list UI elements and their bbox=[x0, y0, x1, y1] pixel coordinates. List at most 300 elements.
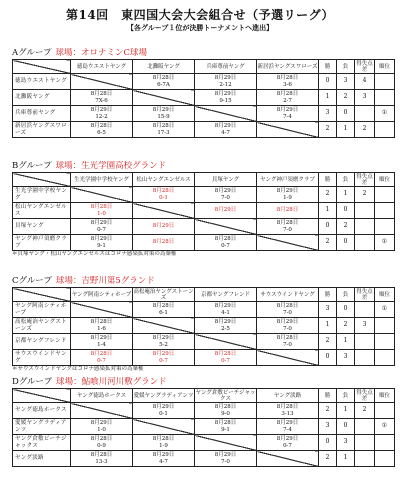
match-cell bbox=[71, 451, 133, 467]
match-date: 8月28日 bbox=[90, 436, 113, 442]
match-score: 12-2 bbox=[95, 113, 108, 120]
match-score: 7-0 bbox=[283, 325, 292, 332]
self-match-cell bbox=[71, 74, 133, 90]
wins-cell: 1 bbox=[319, 318, 337, 334]
table-row bbox=[13, 106, 395, 122]
match-score: 4-7 bbox=[159, 458, 168, 465]
match-score: 9-0 bbox=[221, 410, 230, 417]
group-b bbox=[12, 161, 394, 258]
rank-cell bbox=[375, 435, 395, 451]
match-cell bbox=[133, 451, 195, 467]
match-score: 2-7 bbox=[283, 97, 292, 104]
self-match-cell bbox=[257, 235, 319, 251]
wins-cell: 1 bbox=[319, 203, 337, 219]
match-cell bbox=[71, 235, 133, 251]
wins-cell: 2 bbox=[319, 235, 337, 251]
rank-cell bbox=[375, 122, 395, 138]
column-header: サウスウインドヤング bbox=[257, 288, 319, 302]
group-label: Bグループ bbox=[12, 161, 52, 171]
wins-cell: 0 bbox=[319, 74, 337, 90]
match-date: 8月28日 bbox=[276, 91, 299, 97]
rank-cell: ① bbox=[375, 106, 395, 122]
losses-cell: 2 bbox=[337, 318, 355, 334]
corner-cell bbox=[13, 288, 71, 302]
table-row bbox=[13, 435, 395, 451]
team-name: 北灘阪ヤング bbox=[13, 90, 71, 106]
match-date: 8月28日 bbox=[152, 303, 175, 309]
match-cell bbox=[257, 90, 319, 106]
goal-diff-cell: 2 bbox=[355, 122, 375, 138]
match-cell bbox=[133, 122, 195, 138]
match-score: 2-12 bbox=[219, 81, 232, 88]
team-name: サウスウインドヤング bbox=[13, 350, 71, 366]
losses-cell: 0 bbox=[337, 419, 355, 435]
stat-header: 負 bbox=[337, 389, 355, 403]
match-cell bbox=[71, 435, 133, 451]
group-a bbox=[12, 48, 394, 138]
stat-header: 順位 bbox=[375, 173, 395, 187]
corner-cell bbox=[13, 173, 71, 187]
group-label: Dグループ bbox=[12, 377, 53, 387]
match-date: 8月28日 bbox=[90, 452, 113, 458]
match-score: 7-0 bbox=[221, 194, 230, 201]
column-header: ヤング徳島ホークス bbox=[71, 389, 133, 403]
stat-header: 順位 bbox=[375, 389, 395, 403]
match-date: 8月28日 bbox=[214, 404, 237, 410]
match-score: 15-9 bbox=[157, 113, 170, 120]
column-header: 生光学園中学校ヤング bbox=[71, 173, 133, 187]
column-header: 貝塚ヤング bbox=[195, 173, 257, 187]
wins-cell: 3 bbox=[319, 419, 337, 435]
match-cell bbox=[257, 106, 319, 122]
match-cell bbox=[133, 403, 195, 419]
match-date: 8月29日 bbox=[276, 436, 299, 442]
match-score: 2-5 bbox=[221, 325, 230, 332]
team-name: 徳島ウエストヤング bbox=[13, 74, 71, 90]
match-score: 4-1 bbox=[221, 309, 230, 316]
match-cell bbox=[71, 122, 133, 138]
match-score: 1-4 bbox=[97, 341, 106, 348]
group-venue: 球場：吉野川第5グランド bbox=[55, 276, 155, 286]
self-match-cell bbox=[195, 334, 257, 350]
match-score: 9-1 bbox=[221, 426, 230, 433]
rank-cell bbox=[375, 318, 395, 334]
self-match-cell bbox=[195, 106, 257, 122]
column-header: ヤング淡路 bbox=[257, 389, 319, 403]
match-date: 8月28日 bbox=[90, 319, 113, 325]
match-score: 0-7 bbox=[97, 357, 106, 364]
self-match-cell bbox=[195, 435, 257, 451]
match-date: 8月29日 bbox=[90, 107, 113, 113]
team-name: ヤング淡路 bbox=[13, 451, 71, 467]
goal-diff-cell bbox=[355, 435, 375, 451]
match-cell bbox=[71, 219, 133, 235]
stat-header: 負 bbox=[337, 60, 355, 74]
self-match-cell bbox=[257, 350, 319, 366]
match-score: 9-15 bbox=[219, 97, 232, 104]
match-cell bbox=[257, 219, 319, 235]
stat-header: 勝 bbox=[319, 173, 337, 187]
match-cell bbox=[257, 334, 319, 350]
match-score: 7-4 bbox=[283, 426, 292, 433]
table-row bbox=[13, 350, 395, 366]
match-score: 7X-6 bbox=[95, 97, 108, 104]
wins-cell: 0 bbox=[319, 435, 337, 451]
match-cell bbox=[257, 435, 319, 451]
match-date: 8月29日 bbox=[90, 236, 113, 242]
league-table bbox=[12, 287, 395, 366]
table-row bbox=[13, 334, 395, 350]
corner-cell bbox=[13, 389, 71, 403]
match-cell bbox=[195, 187, 257, 203]
group-note: ＊貝塚ヤング・松山ヤングエンゼルスはコロナ感染拡対策の為棄権 bbox=[12, 251, 177, 257]
group-label: Aグループ bbox=[12, 48, 52, 58]
match-score: 6-1 bbox=[159, 309, 168, 316]
wins-cell: 2 bbox=[319, 187, 337, 203]
goal-diff-cell bbox=[355, 451, 375, 467]
wins-cell: 0 bbox=[319, 350, 337, 366]
table-row bbox=[13, 74, 395, 90]
table-row bbox=[13, 451, 395, 467]
stat-header: 勝 bbox=[319, 288, 337, 302]
losses-cell: 3 bbox=[337, 350, 355, 366]
team-name: 生光学園中学校ヤング bbox=[13, 187, 71, 203]
table-row bbox=[13, 318, 395, 334]
match-date: 8月28日 bbox=[90, 123, 113, 129]
match-date: 8月29日 bbox=[214, 123, 237, 129]
table-row bbox=[13, 203, 395, 219]
match-cell bbox=[257, 419, 319, 435]
losses-cell: 1 bbox=[337, 122, 355, 138]
match-date: 8月28日 bbox=[276, 75, 299, 81]
goal-diff-cell bbox=[355, 106, 375, 122]
match-date: 8月29日 bbox=[276, 107, 299, 113]
match-cell bbox=[133, 302, 195, 318]
stat-header: 負 bbox=[337, 173, 355, 187]
match-date: 8月29日 bbox=[90, 220, 113, 226]
team-name: ヤング倉敷ビーチジャックス bbox=[13, 435, 71, 451]
page-title: 第14回 東四国大会大会組合せ（予選リーグ） bbox=[65, 8, 335, 22]
match-cell bbox=[195, 235, 257, 251]
stat-header: 順位 bbox=[375, 60, 395, 74]
header-row bbox=[13, 60, 395, 74]
match-date: 8月28日 bbox=[276, 335, 299, 341]
match-score: 7-4 bbox=[283, 113, 292, 120]
column-header: 高松庵治ヤングストーンズ bbox=[133, 288, 194, 301]
corner-cell bbox=[13, 60, 71, 74]
match-score: 0-1 bbox=[159, 410, 168, 417]
goal-diff-cell: 2 bbox=[355, 187, 375, 203]
goal-diff-cell: 3 bbox=[355, 318, 375, 334]
team-name: ヤング徳島ホークス bbox=[13, 403, 71, 419]
rank-cell bbox=[375, 187, 395, 203]
match-cell bbox=[257, 74, 319, 90]
column-header: 京都ヤングフレンド bbox=[195, 288, 257, 302]
group-c bbox=[12, 276, 394, 373]
match-score: 1-9 bbox=[159, 442, 168, 449]
losses-cell: 0 bbox=[337, 203, 355, 219]
match-date: 8月29日 bbox=[214, 319, 237, 325]
rank-cell bbox=[375, 203, 395, 219]
self-match-cell bbox=[257, 451, 319, 467]
wins-cell: 2 bbox=[319, 334, 337, 350]
rank-cell bbox=[375, 74, 395, 90]
group-header bbox=[12, 377, 394, 388]
match-date: 8月29日 bbox=[152, 404, 175, 410]
stat-header: 勝 bbox=[319, 389, 337, 403]
match-cell bbox=[71, 350, 133, 366]
match-score: 7-0 bbox=[221, 458, 230, 465]
match-cell bbox=[133, 106, 195, 122]
table-row bbox=[13, 302, 395, 318]
match-score: 5-2 bbox=[159, 341, 168, 348]
team-name: 京都ヤングフレンド bbox=[13, 334, 71, 350]
self-match-cell bbox=[195, 219, 257, 235]
match-cell bbox=[133, 435, 195, 451]
losses-cell: 2 bbox=[337, 219, 355, 235]
stat-header: 得失点差 bbox=[356, 60, 373, 73]
table-row bbox=[13, 90, 395, 106]
losses-cell: 1 bbox=[337, 451, 355, 467]
team-name: 愛媛ヤングラディアンツ bbox=[13, 419, 71, 435]
match-date: 8月28日 bbox=[152, 123, 175, 129]
match-date: 8月28日 bbox=[276, 207, 299, 214]
self-match-cell bbox=[71, 302, 133, 318]
column-header: ヤング倉敷ビーチジャックス bbox=[195, 389, 256, 402]
column-header: 北灘阪ヤング bbox=[133, 60, 195, 74]
match-score: 13-3 bbox=[95, 458, 108, 465]
column-header: 徳島ウエストヤング bbox=[71, 60, 133, 74]
header-row bbox=[13, 389, 395, 403]
table-row bbox=[13, 235, 395, 251]
match-date: 8月28日 bbox=[90, 351, 113, 357]
match-score: 1-9 bbox=[283, 194, 292, 201]
match-cell bbox=[133, 350, 195, 366]
group-venue: 球場：生光学園高校グランド bbox=[55, 161, 167, 171]
match-cell bbox=[257, 203, 319, 219]
match-score: 3-13 bbox=[281, 410, 294, 417]
match-score: 1-6 bbox=[97, 325, 106, 332]
rank-cell: ① bbox=[375, 235, 395, 251]
match-date: 8月29日 bbox=[152, 223, 175, 230]
team-name: 貝塚ヤング bbox=[13, 219, 71, 235]
match-cell bbox=[133, 74, 195, 90]
self-match-cell bbox=[257, 122, 319, 138]
rank-cell: ① bbox=[375, 419, 395, 435]
self-match-cell bbox=[133, 203, 195, 219]
column-header: 兵庫尊前ヤング bbox=[195, 60, 257, 74]
match-score: 7-0 bbox=[283, 226, 292, 233]
losses-cell: 1 bbox=[337, 403, 355, 419]
column-header: 愛媛ヤングラディアンツ bbox=[133, 389, 195, 403]
team-name: 兵庫尊前ヤング bbox=[13, 106, 71, 122]
self-match-cell bbox=[71, 403, 133, 419]
match-cell bbox=[71, 203, 133, 219]
match-cell bbox=[195, 122, 257, 138]
match-date: 8月29日 bbox=[152, 452, 175, 458]
stat-header: 得失点差 bbox=[356, 288, 373, 301]
match-date: 8月29日 bbox=[152, 351, 175, 357]
match-date: 8月28日 bbox=[276, 404, 299, 410]
league-table bbox=[12, 172, 395, 251]
match-score: 3-6 bbox=[283, 81, 292, 88]
match-cell bbox=[195, 403, 257, 419]
match-date: 8月29日 bbox=[214, 303, 237, 309]
header-row bbox=[13, 288, 395, 302]
losses-cell: 2 bbox=[337, 90, 355, 106]
losses-cell: 0 bbox=[337, 106, 355, 122]
stat-header: 負 bbox=[337, 288, 355, 302]
self-match-cell bbox=[133, 318, 195, 334]
match-cell bbox=[133, 219, 195, 235]
self-match-cell bbox=[71, 187, 133, 203]
goal-diff-cell bbox=[355, 203, 375, 219]
table-row bbox=[13, 219, 395, 235]
match-cell bbox=[195, 451, 257, 467]
match-score: 7-0 bbox=[283, 309, 292, 316]
column-header: 松山ヤングエンゼルス bbox=[133, 173, 195, 187]
match-score: 0-7 bbox=[97, 226, 106, 233]
match-date: 8月28日 bbox=[152, 188, 175, 194]
match-date: 8月29日 bbox=[90, 335, 113, 341]
goal-diff-cell bbox=[355, 219, 375, 235]
table-row bbox=[13, 403, 395, 419]
goal-diff-cell bbox=[355, 302, 375, 318]
match-cell bbox=[257, 302, 319, 318]
match-cell bbox=[195, 302, 257, 318]
goal-diff-cell bbox=[355, 334, 375, 350]
match-date: 8月29日 bbox=[276, 188, 299, 194]
losses-cell: 1 bbox=[337, 334, 355, 350]
column-header: ヤング神戸須磨クラブ bbox=[257, 173, 319, 187]
stat-header: 勝 bbox=[319, 60, 337, 74]
column-header: 新居浜ヤングスワローズ bbox=[257, 60, 319, 74]
group-header bbox=[12, 161, 394, 172]
losses-cell: 0 bbox=[337, 302, 355, 318]
rank-cell: ① bbox=[375, 302, 395, 318]
match-cell bbox=[195, 350, 257, 366]
match-date: 8月29日 bbox=[90, 420, 113, 426]
group-note: ＊サウスウインドヤングはコロナ感染拡対策の為棄権 bbox=[12, 366, 144, 372]
match-cell bbox=[71, 90, 133, 106]
rank-cell bbox=[375, 350, 395, 366]
match-score: 4-7 bbox=[221, 129, 230, 136]
column-header: ヤング阿南シティホープ bbox=[71, 288, 133, 302]
table-row bbox=[13, 419, 395, 435]
team-name: ヤング神戸須磨クラブ bbox=[13, 235, 71, 251]
losses-cell: 3 bbox=[337, 74, 355, 90]
match-score: 6-7A bbox=[157, 81, 170, 88]
team-name: 松山ヤングエンゼルス bbox=[13, 203, 71, 219]
stat-header: 得失点差 bbox=[356, 389, 373, 402]
losses-cell: 3 bbox=[337, 435, 355, 451]
group-header bbox=[12, 276, 394, 287]
match-cell bbox=[133, 235, 195, 251]
group-d bbox=[12, 377, 394, 467]
match-cell bbox=[195, 318, 257, 334]
team-name: 高松庵治ヤングストーンズ bbox=[13, 318, 71, 334]
wins-cell: 0 bbox=[319, 219, 337, 235]
league-table bbox=[12, 388, 395, 467]
match-score: 6-5 bbox=[97, 129, 106, 136]
goal-diff-cell: 2 bbox=[355, 403, 375, 419]
match-date: 8月28日 bbox=[90, 204, 113, 210]
match-date: 8月28日 bbox=[214, 420, 237, 426]
goal-diff-cell bbox=[355, 350, 375, 366]
wins-cell: 2 bbox=[319, 403, 337, 419]
goal-diff-cell: 4 bbox=[355, 74, 375, 90]
self-match-cell bbox=[133, 419, 195, 435]
page-subtitle: 【各グループ１位が決勝トーナメントへ進出】 bbox=[126, 23, 274, 32]
league-table bbox=[12, 59, 395, 138]
match-date: 8月29日 bbox=[152, 335, 175, 341]
match-cell bbox=[71, 318, 133, 334]
match-date: 8月29日 bbox=[276, 319, 299, 325]
table-row bbox=[13, 122, 395, 138]
match-score: 17-3 bbox=[157, 129, 170, 136]
match-date: 8月29日 bbox=[214, 452, 237, 458]
match-score: 1-0 bbox=[97, 210, 106, 217]
match-date: 8月28日 bbox=[90, 91, 113, 97]
match-date: 8月28日 bbox=[276, 303, 299, 309]
match-score: 0-7 bbox=[221, 357, 230, 364]
match-score: 9-1 bbox=[97, 242, 106, 249]
team-name: 新居浜ヤングスワローズ bbox=[13, 122, 71, 138]
rank-cell bbox=[375, 334, 395, 350]
match-date: 8月29日 bbox=[214, 91, 237, 97]
header-row bbox=[13, 173, 395, 187]
losses-cell: 0 bbox=[337, 235, 355, 251]
match-cell bbox=[71, 334, 133, 350]
match-cell bbox=[133, 334, 195, 350]
match-cell bbox=[257, 318, 319, 334]
match-score: 0-7 bbox=[221, 242, 230, 249]
rank-cell bbox=[375, 403, 395, 419]
match-cell bbox=[71, 419, 133, 435]
match-cell bbox=[195, 419, 257, 435]
match-score: 0-7 bbox=[283, 442, 292, 449]
match-score: 0-7 bbox=[159, 357, 168, 364]
wins-cell: 3 bbox=[319, 106, 337, 122]
match-date: 8月28日 bbox=[152, 75, 175, 81]
wins-cell: 2 bbox=[319, 122, 337, 138]
rank-cell bbox=[375, 219, 395, 235]
match-date: 8月29日 bbox=[214, 207, 237, 214]
match-cell bbox=[257, 403, 319, 419]
goal-diff-cell bbox=[355, 235, 375, 251]
match-date: 8月28日 bbox=[214, 236, 237, 242]
wins-cell: 3 bbox=[319, 302, 337, 318]
match-score: 7-0 bbox=[283, 341, 292, 348]
rank-cell bbox=[375, 90, 395, 106]
match-cell bbox=[133, 187, 195, 203]
wins-cell: 2 bbox=[319, 451, 337, 467]
goal-diff-cell: 3 bbox=[355, 90, 375, 106]
goal-diff-cell bbox=[355, 419, 375, 435]
match-date: 8月28日 bbox=[152, 239, 175, 246]
match-cell bbox=[195, 203, 257, 219]
match-score: 1-0 bbox=[97, 426, 106, 433]
group-header bbox=[12, 48, 394, 59]
match-cell bbox=[195, 90, 257, 106]
match-date: 8月28日 bbox=[276, 220, 299, 226]
group-label: Cグループ bbox=[12, 276, 52, 286]
rank-cell bbox=[375, 451, 395, 467]
match-cell bbox=[71, 106, 133, 122]
wins-cell: 1 bbox=[319, 90, 337, 106]
match-date: 8月29日 bbox=[214, 188, 237, 194]
match-date: 8月29日 bbox=[214, 75, 237, 81]
